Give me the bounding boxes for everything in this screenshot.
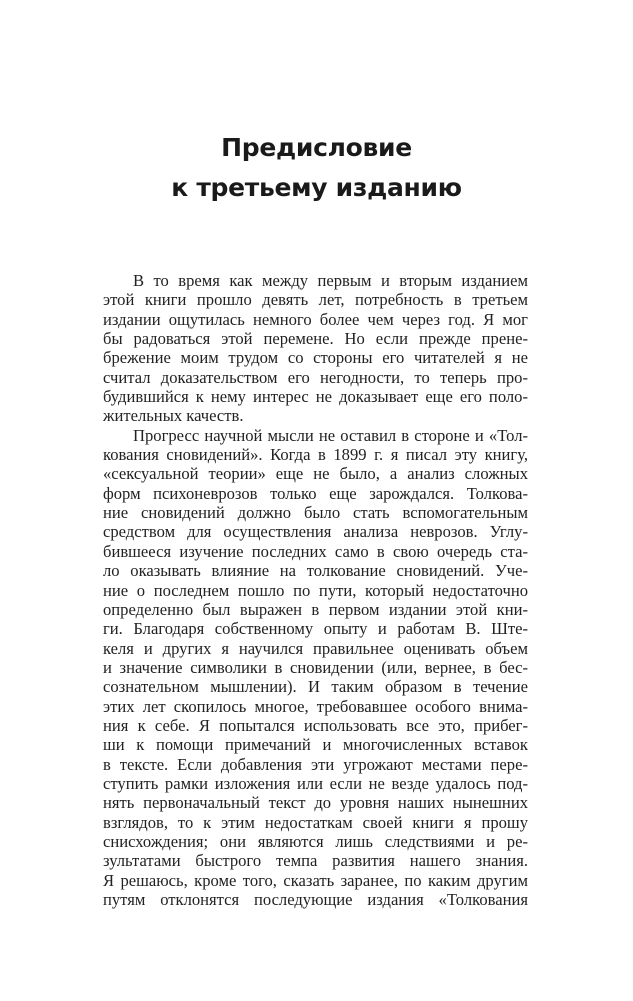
- text-line: ступить рамки изложения или если не везде удалось под-: [103, 773, 528, 793]
- text-line: определенно был выражен в первом издании этой кни-: [103, 599, 528, 619]
- text-line: «сексуальной теории» еще не было, а анализ сложных: [103, 464, 528, 484]
- text-line: и значение символики в сновидении (или, вернее, в бес-: [103, 657, 528, 677]
- text-line: путям отклонятся последующие издания «Толкования: [103, 890, 528, 909]
- text-line: этой книги прошло девять лет, потребность в третьем: [103, 290, 528, 310]
- text-line: форм психоневрозов только еще зарождался. Толкова-: [103, 483, 528, 503]
- title-line-1: Предисловие: [221, 133, 412, 162]
- text-line: кования сновидений». Когда в 1899 г. я писал эту книгу,: [103, 445, 528, 465]
- text-line: брежение моим трудом со стороны его читателей я не: [103, 348, 528, 368]
- text-line: средством для осуществления анализа неврозов. Углу-: [103, 522, 528, 542]
- body-text: [103, 271, 528, 909]
- text-line: Я решаюсь, кроме того, сказать заранее, по каким другим: [103, 870, 528, 890]
- text-line: сознательном мышлении). И таким образом в течение: [103, 677, 528, 697]
- text-line: ние сновидений должно было стать вспомогательным: [103, 503, 528, 523]
- text-line: этих лет скопилось многое, требовавшее особого внима-: [103, 696, 528, 716]
- text-line: ши к помощи примечаний и многочисленных вставок: [103, 735, 528, 755]
- text-line: ния к себе. Я попытался использовать все это, прибег-: [103, 715, 528, 735]
- text-line: ние о последнем пошло по пути, который недостаточно: [103, 580, 528, 600]
- text-line: снисхождения; они являются лишь следствиями и ре-: [103, 831, 528, 851]
- text-line: в тексте. Если добавления эти угрожают местами пере-: [103, 754, 528, 774]
- page-title: [0, 128, 633, 208]
- text-line: считал доказательством его негодности, то теперь про-: [103, 367, 528, 387]
- title-line-2: к третьему изданию: [171, 173, 462, 202]
- text-line: зультатами быстрого темпа развития нашего знания.: [103, 851, 528, 871]
- text-line: ло оказывать влияние на толкование сновидений. Уче-: [103, 561, 528, 581]
- text-line: нять первоначальный текст до уровня наших нынешних: [103, 793, 528, 813]
- text-line: келя и других я научился правильнее оценивать объем: [103, 638, 528, 658]
- text-line: Прогресс научной мысли не оставил в стороне и «Тол-: [133, 425, 528, 445]
- text-line: ги. Благодаря собственному опыту и работам В. Ште-: [103, 619, 528, 639]
- text-line: будившийся к нему интерес не доказывает еще его поло-: [103, 387, 528, 407]
- text-line: В то время как между первым и вторым изданием: [133, 271, 528, 290]
- text-line: жительных качеств.: [103, 406, 244, 426]
- text-line: бы радоваться этой перемене. Но если прежде прене-: [103, 329, 528, 349]
- text-line: бившееся изучение последних само в свою очередь ста-: [103, 541, 528, 561]
- text-line: издании ощутилась немного более чем через год. Я мог: [103, 309, 528, 329]
- text-line: взглядов, то к этим недостаткам своей книги я прошу: [103, 812, 528, 832]
